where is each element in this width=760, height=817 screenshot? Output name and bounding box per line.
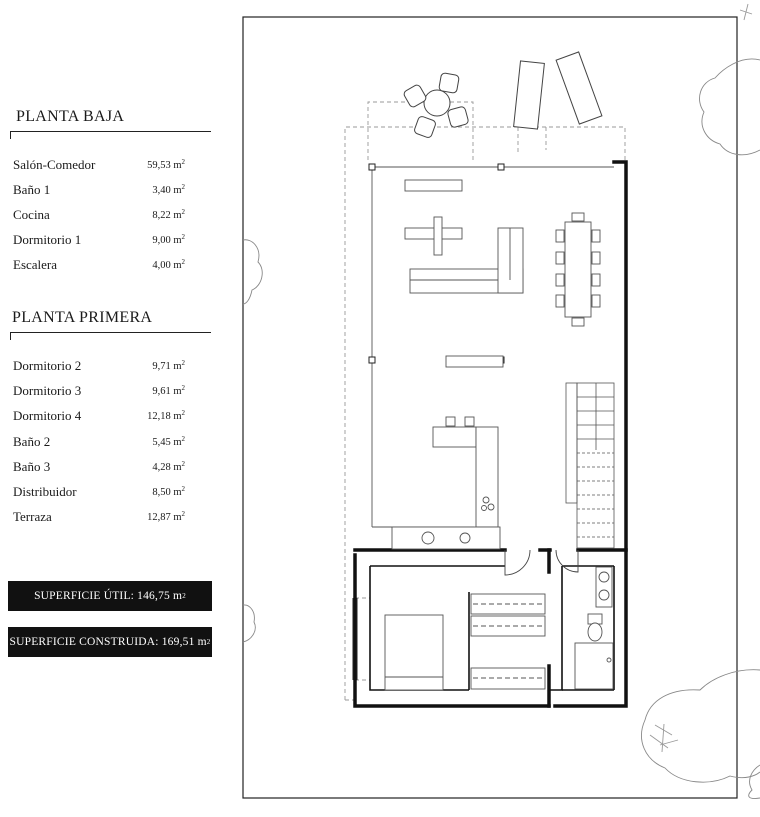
- sofa-chaise: [498, 228, 523, 293]
- room-area-exponent: 2: [181, 409, 185, 418]
- room-name: Baño 3: [13, 458, 51, 474]
- built-area-exponent: 2: [206, 638, 211, 646]
- useful-area-exponent: 2: [182, 592, 186, 600]
- room-area-value: 59,53 m: [147, 160, 182, 171]
- first-floor-title: PLANTA PRIMERA: [12, 309, 153, 326]
- room-area-value: 8,22 m: [152, 210, 182, 221]
- room-area-value: 9,61 m: [152, 386, 182, 398]
- dining-chair: [556, 274, 564, 286]
- room-area-value: 9,71 m: [152, 361, 182, 372]
- bedroom-door: [505, 550, 530, 575]
- dining-chair: [592, 274, 600, 286]
- room-area-value: 4,28 m: [152, 461, 182, 473]
- hob-burner: [483, 497, 489, 503]
- wardrobe-lower: [471, 668, 545, 689]
- room-area-exponent: 2: [181, 158, 185, 166]
- post: [498, 164, 504, 170]
- tv-unit: [405, 180, 462, 191]
- dining-table: [565, 222, 591, 317]
- living-furniture: [405, 180, 600, 367]
- sink-bowl: [460, 533, 470, 543]
- basin: [599, 590, 609, 600]
- dining-chair: [556, 230, 564, 242]
- room-area-value: 12,18 m: [147, 411, 182, 423]
- side-console: [446, 356, 503, 367]
- room-area-exponent: 2: [181, 183, 185, 191]
- kitchen: [392, 417, 500, 549]
- shower-tray: [575, 643, 613, 689]
- room-area-exponent: 2: [181, 459, 185, 468]
- room-area-exponent: 2: [181, 384, 185, 393]
- hob-burner: [488, 504, 494, 510]
- bedroom-furniture: [385, 594, 545, 690]
- stair-treads: [577, 383, 614, 537]
- room-name: Distribuidor: [13, 484, 77, 499]
- tree-canopy: [243, 240, 262, 304]
- bar-stool: [446, 417, 455, 426]
- room-name: Dormitorio 3: [13, 383, 82, 399]
- patio-chair: [447, 106, 469, 128]
- room-name: Escalera: [13, 257, 58, 272]
- shower-drain: [607, 658, 611, 662]
- tree-canopy: [700, 59, 760, 155]
- room-name: Dormitorio 1: [13, 232, 82, 247]
- room-name: Cocina: [13, 207, 50, 222]
- room-name: Dormitorio 2: [13, 358, 82, 373]
- room-name: Dormitorio 4: [13, 408, 82, 424]
- dining-chair: [556, 252, 564, 264]
- double-bed: [385, 615, 443, 690]
- basin: [599, 572, 609, 582]
- room-area-exponent: 2: [181, 510, 185, 519]
- room-area-exponent: 2: [181, 258, 185, 266]
- room-area-exponent: 2: [181, 208, 185, 216]
- useful-area-text: SUPERFICIE ÚTIL: 146,75 m: [34, 590, 183, 602]
- stair-stringer: [566, 383, 577, 503]
- tree-canopy: [749, 765, 760, 799]
- hall-inner-wall: [549, 566, 562, 690]
- bathroom-fixtures: [575, 567, 613, 689]
- sun-lounger: [514, 61, 545, 129]
- kitchen-counter-bottom: [392, 527, 500, 549]
- room-area-exponent: 2: [181, 359, 185, 367]
- hob-burner: [482, 506, 487, 511]
- built-area-text: SUPERFICIE CONSTRUIDA: 169,51 m: [9, 636, 207, 648]
- post: [369, 164, 375, 170]
- patio-table: [424, 90, 450, 116]
- bath-door: [556, 550, 578, 572]
- dining-chair: [572, 318, 584, 326]
- room-area-exponent: 2: [181, 233, 185, 241]
- room-name: Baño 2: [13, 433, 51, 449]
- table-cross: [434, 217, 442, 255]
- patio-chair: [413, 115, 436, 138]
- dining-chair: [592, 252, 600, 264]
- bar-stool: [465, 417, 474, 426]
- tree-canopy: [243, 605, 255, 642]
- dining-chair: [572, 213, 584, 221]
- room-area-exponent: 2: [181, 434, 185, 443]
- staircase: [566, 383, 614, 548]
- coffee-table: [405, 228, 462, 239]
- room-area-exponent: 2: [181, 485, 185, 493]
- ground-floor-title: PLANTA BAJA: [16, 108, 125, 125]
- room-area-value: 12,87 m: [147, 512, 182, 524]
- pergola-posts: [369, 164, 504, 363]
- room-name: Terraza: [13, 509, 52, 525]
- room-name: Salón-Comedor: [13, 157, 96, 172]
- post: [369, 357, 375, 363]
- kitchen-island: [433, 427, 476, 447]
- outdoor-furniture: [403, 52, 602, 139]
- room-area-value: 9,00 m: [152, 235, 182, 246]
- dining-chair: [556, 295, 564, 307]
- tree-canopy: [642, 670, 760, 782]
- washer: [422, 532, 434, 544]
- room-name: Baño 1: [13, 182, 51, 197]
- toilet-bowl: [588, 623, 602, 641]
- room-area-value: 5,45 m: [152, 436, 182, 448]
- room-area-value: 3,40 m: [152, 185, 182, 196]
- sun-lounger: [556, 52, 602, 124]
- room-area-value: 8,50 m: [152, 487, 182, 498]
- dining-chair: [592, 295, 600, 307]
- room-area-value: 4,00 m: [152, 260, 182, 271]
- patio-chair: [439, 73, 460, 94]
- toilet-tank: [588, 614, 602, 624]
- kitchen-counter: [476, 427, 498, 527]
- dining-chair: [592, 230, 600, 242]
